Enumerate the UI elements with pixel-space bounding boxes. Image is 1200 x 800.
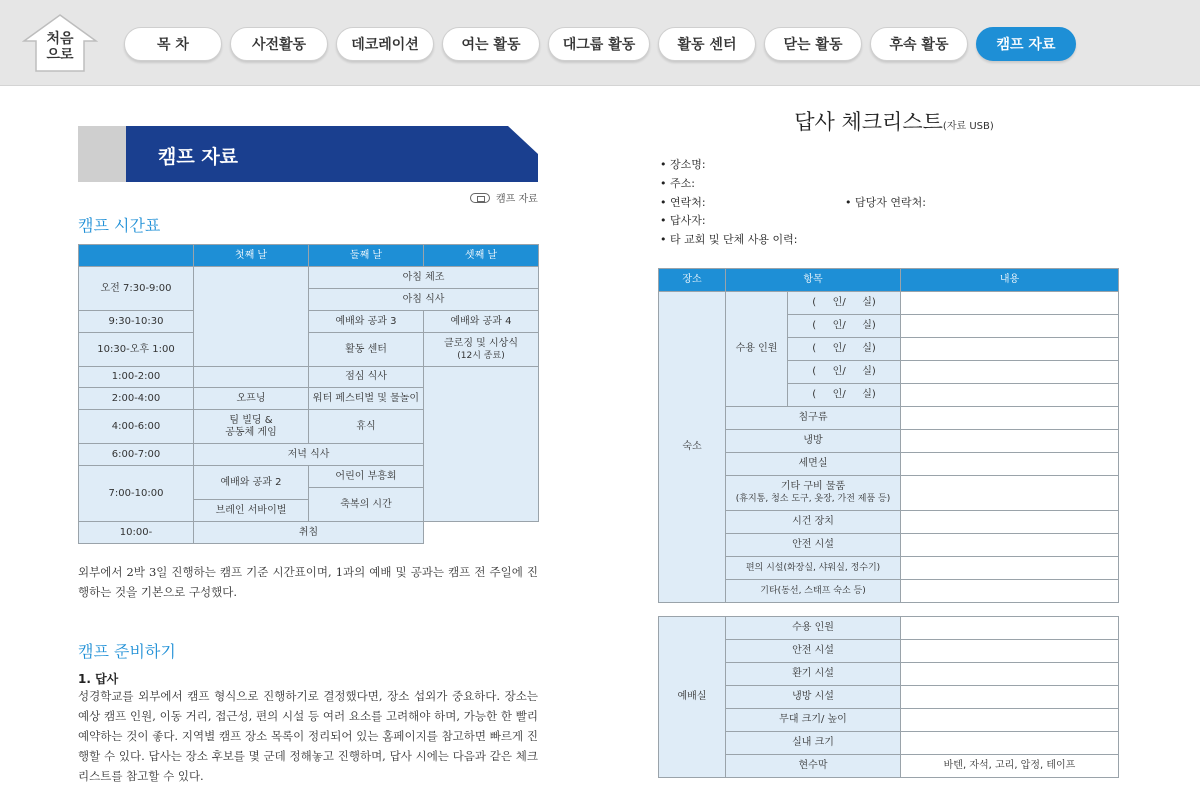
item-cell: 안전 시설 — [726, 640, 901, 663]
time-cell: 10:00- — [79, 522, 194, 544]
content-cell[interactable] — [901, 686, 1119, 709]
schedule-cell: 브레인 서바이벌 — [194, 500, 309, 522]
item-cell: 환기 시설 — [726, 663, 901, 686]
schedule-cell: 워터 페스티벌 및 물놀이 — [309, 388, 424, 410]
schedule-note: 외부에서 2박 3일 진행하는 캠프 기준 시간표이며, 1과의 예배 및 공과는 캠프 전 주일에 진행하는 것을 기본으로 구성했다. — [78, 565, 538, 599]
schedule-cell: 점심 식사 — [309, 367, 424, 388]
time-cell: 10:30-오후 1:00 — [79, 333, 194, 367]
content-cell[interactable] — [901, 617, 1119, 640]
prep-body: 성경학교를 외부에서 캠프 형식으로 진행하기로 결정했다면, 장소 섭외가 중요하다. 장소는 예상 캠프 인원, 이동 거리, 접근성, 편의 시설 등 여러 요소를 고려해야 하며, 가능한 한 빨리 예약하는 것이 좋다. 지역별 캠프 장소 목록이 정리되어 있는 홈페이지를 참고하면 빠르게 진행할 수 있다. 답사는 장소 후보를 몇 군데 정해놓고 진행하며, 답사 시에는 다음과 같은 체크 리스트를 참고할 수 있다. — [78, 689, 538, 783]
info-contact: • 연락처: — [660, 196, 706, 209]
checklist-title — [600, 106, 1188, 136]
worship-room-checklist-table — [658, 616, 1119, 778]
content-cell[interactable] — [901, 511, 1119, 534]
prep-title: 캠프 준비하기 — [78, 642, 176, 661]
group-cell: 예배실 — [659, 617, 726, 778]
room-slot: ( 인/ 실) — [788, 315, 901, 338]
section-banner — [78, 126, 538, 182]
content-cell[interactable]: 바텐, 자석, 고리, 압정, 테이프 — [901, 755, 1119, 778]
content-cell[interactable] — [901, 430, 1119, 453]
empty-cell — [194, 367, 309, 388]
time-cell: 2:00-4:00 — [79, 388, 194, 410]
banner-gray-block — [78, 126, 128, 182]
checklist-title-main: 답사 체크리스트 — [794, 110, 943, 134]
top-navigation-bar — [0, 0, 1200, 86]
content-cell[interactable] — [901, 453, 1119, 476]
info-visitor: • 답사자: — [660, 214, 706, 227]
chapter-tabs — [124, 27, 1076, 61]
prep-subtitle: 1. 답사 — [78, 672, 119, 686]
schedule-cell: 클로징 및 시상식 (12시 종료) — [424, 333, 539, 367]
item-cell: 수용 인원 — [726, 617, 901, 640]
schedule-header: 셋째 날 — [424, 245, 539, 267]
info-place: • 장소명: — [660, 158, 706, 171]
schedule-cell: 저녁 식사 — [194, 444, 424, 466]
schedule-title: 캠프 시간표 — [78, 216, 161, 235]
schedule-header: 둘째 날 — [309, 245, 424, 267]
room-slot: ( 인/ 실) — [788, 292, 901, 315]
tab-large-group-activity[interactable]: 대그룹 활동 — [548, 27, 650, 61]
info-history: • 타 교회 및 단체 사용 이력: — [660, 233, 798, 246]
time-cell: 6:00-7:00 — [79, 444, 194, 466]
tab-follow-up-activity[interactable]: 후속 활동 — [870, 27, 968, 61]
empty-cell — [194, 267, 309, 367]
item-cell: 기타 구비 물품 (휴지통, 청소 도구, 옷장, 가전 제품 등) — [726, 476, 901, 511]
schedule-header: 첫째 날 — [194, 245, 309, 267]
home-button[interactable] — [22, 13, 98, 73]
room-slot: ( 인/ 실) — [788, 361, 901, 384]
content-cell[interactable] — [901, 732, 1119, 755]
content-cell[interactable] — [901, 384, 1119, 407]
content-cell[interactable] — [901, 557, 1119, 580]
item-cell: 현수막 — [726, 755, 901, 778]
info-manager-contact: • 담당자 연락처: — [845, 196, 926, 209]
content-cell[interactable] — [901, 534, 1119, 557]
lodging-checklist-table — [658, 268, 1119, 603]
content-cell[interactable] — [901, 476, 1119, 511]
checklist-header: 항목 — [726, 269, 901, 292]
schedule-cell: 예배와 공과 3 — [309, 311, 424, 333]
group-cell: 숙소 — [659, 292, 726, 603]
info-address: • 주소: — [660, 177, 695, 190]
item-cell: 무대 크기/ 높이 — [726, 709, 901, 732]
room-slot: ( 인/ 실) — [788, 338, 901, 361]
tab-decoration[interactable]: 데코레이션 — [336, 27, 434, 61]
tab-pre-activity[interactable]: 사전활동 — [230, 27, 328, 61]
schedule-cell: 예배와 공과 2 — [194, 466, 309, 500]
room-slot: ( 인/ 실) — [788, 384, 901, 407]
tab-activity-center[interactable]: 활동 센터 — [658, 27, 756, 61]
item-cell: 냉방 — [726, 430, 901, 453]
schedule-corner-header — [79, 245, 194, 267]
item-cell: 냉방 시설 — [726, 686, 901, 709]
schedule-cell: 취침 — [194, 522, 424, 544]
time-cell: 9:30-10:30 — [79, 311, 194, 333]
tab-contents[interactable]: 목 차 — [124, 27, 222, 61]
content-cell[interactable] — [901, 292, 1119, 315]
content-cell[interactable] — [901, 361, 1119, 384]
item-cell: 편의 시설(화장실, 샤워실, 정수기) — [726, 557, 901, 580]
home-label: 처음 으로 — [46, 31, 74, 63]
checklist-title-sub: (자료 USB) — [942, 121, 994, 132]
checklist-header: 내용 — [901, 269, 1119, 292]
schedule-cell: 활동 센터 — [309, 333, 424, 367]
tab-opening-activity[interactable]: 여는 활동 — [442, 27, 540, 61]
usb-icon — [470, 193, 490, 203]
schedule-cell: 팀 빌딩 & 공동체 게임 — [194, 410, 309, 444]
content-cell[interactable] — [901, 315, 1119, 338]
item-cell: 시건 장치 — [726, 511, 901, 534]
schedule-cell: 어린이 부흥회 — [309, 466, 424, 488]
tab-closing-activity[interactable]: 닫는 활동 — [764, 27, 862, 61]
usb-note-label: 캠프 자료 — [496, 194, 538, 205]
camp-schedule-table — [78, 244, 539, 544]
checklist-header: 장소 — [659, 269, 726, 292]
empty-cell — [424, 367, 539, 522]
tab-camp-materials[interactable]: 캠프 자료 — [976, 27, 1076, 61]
content-cell[interactable] — [901, 580, 1119, 603]
item-cell: 세면실 — [726, 453, 901, 476]
time-cell: 4:00-6:00 — [79, 410, 194, 444]
schedule-cell: 아침 식사 — [309, 289, 539, 311]
banner-title: 캠프 자료 — [158, 146, 239, 168]
schedule-cell: 휴식 — [309, 410, 424, 444]
time-cell: 1:00-2:00 — [79, 367, 194, 388]
content-cell[interactable] — [901, 407, 1119, 430]
item-cell: 실내 크기 — [726, 732, 901, 755]
content-cell[interactable] — [901, 663, 1119, 686]
schedule-cell: 축복의 시간 — [309, 488, 424, 522]
schedule-cell: 오프닝 — [194, 388, 309, 410]
time-cell: 7:00-10:00 — [79, 466, 194, 522]
item-cell: 침구류 — [726, 407, 901, 430]
schedule-cell: 아침 체조 — [309, 267, 539, 289]
item-cell: 수용 인원 — [726, 292, 788, 407]
content-cell[interactable] — [901, 640, 1119, 663]
content-cell[interactable] — [901, 338, 1119, 361]
content-cell[interactable] — [901, 709, 1119, 732]
time-cell: 오전 7:30-9:00 — [79, 267, 194, 311]
item-cell: 안전 시설 — [726, 534, 901, 557]
item-cell: 기타(동선, 스태프 숙소 등) — [726, 580, 901, 603]
schedule-cell: 예배와 공과 4 — [424, 311, 539, 333]
usb-note — [470, 190, 538, 205]
